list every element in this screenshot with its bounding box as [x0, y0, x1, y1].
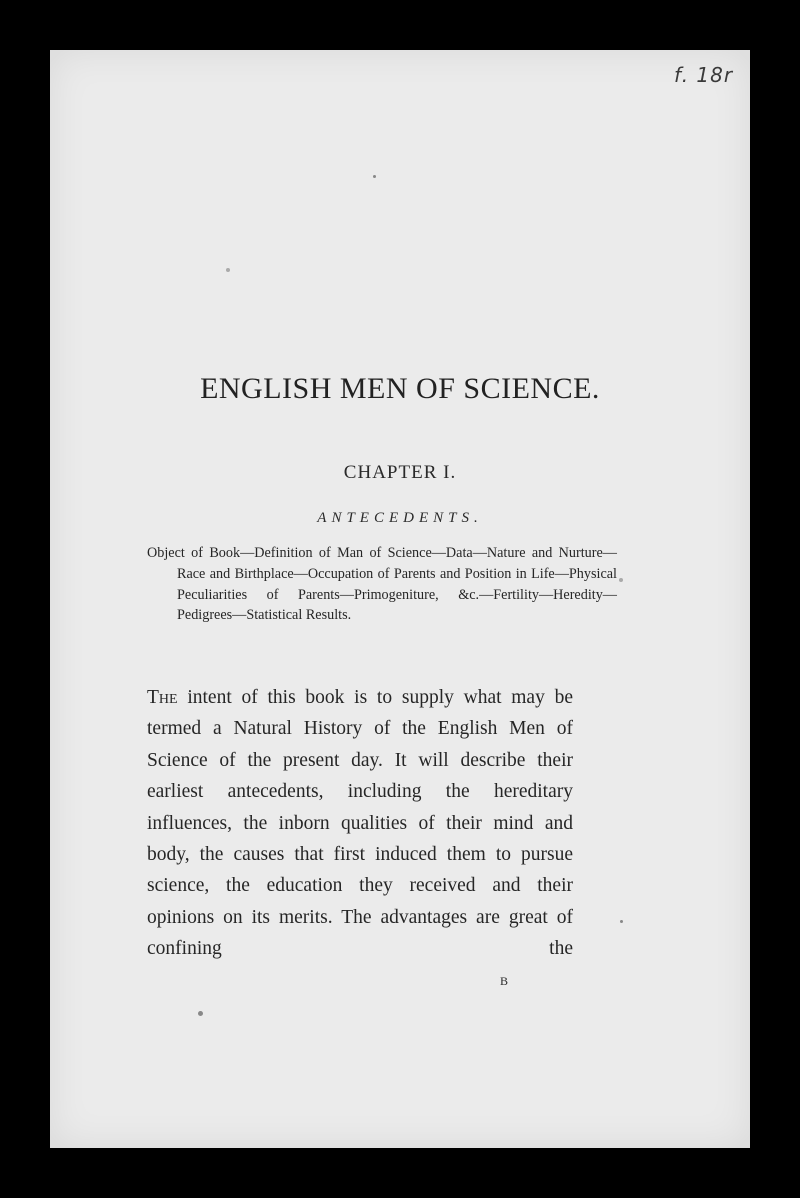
book-title: ENGLISH MEN OF SCIENCE. — [200, 372, 600, 405]
chapter-heading: CHAPTER I. — [343, 462, 457, 483]
body-paragraph — [147, 682, 573, 965]
paper-speck — [620, 920, 623, 923]
book-page — [50, 50, 750, 1148]
paper-speck — [373, 175, 376, 178]
lead-word: The — [147, 687, 178, 708]
paper-speck — [226, 268, 230, 272]
paper-speck — [198, 1011, 203, 1016]
chapter-subtitle: ANTECEDENTS. — [317, 510, 483, 526]
folio-annotation: f. 18r — [674, 63, 734, 87]
signature-mark: B — [500, 974, 509, 988]
paper-speck — [619, 578, 623, 582]
chapter-synopsis: Object of Book—Definition of Man of Science—Data—Nature and Nurture—Race and Birthplace—Occupation of Parents and Position in Life—Physical Peculiarities of Parents—Primogeniture, &c.—Fertility—Heredity—Pedigrees—Statistical Results. — [147, 545, 617, 624]
body-text: intent of this book is to supply what may be termed a Natural History of the English Men of Science of the present day. It will describe their earliest antecedents, including the hereditary influences, the inborn qualities of their mind and body, the causes that first induced them to pursue science, the education they received and their opinions on its merits. The advantages are great of confining the — [147, 687, 573, 960]
